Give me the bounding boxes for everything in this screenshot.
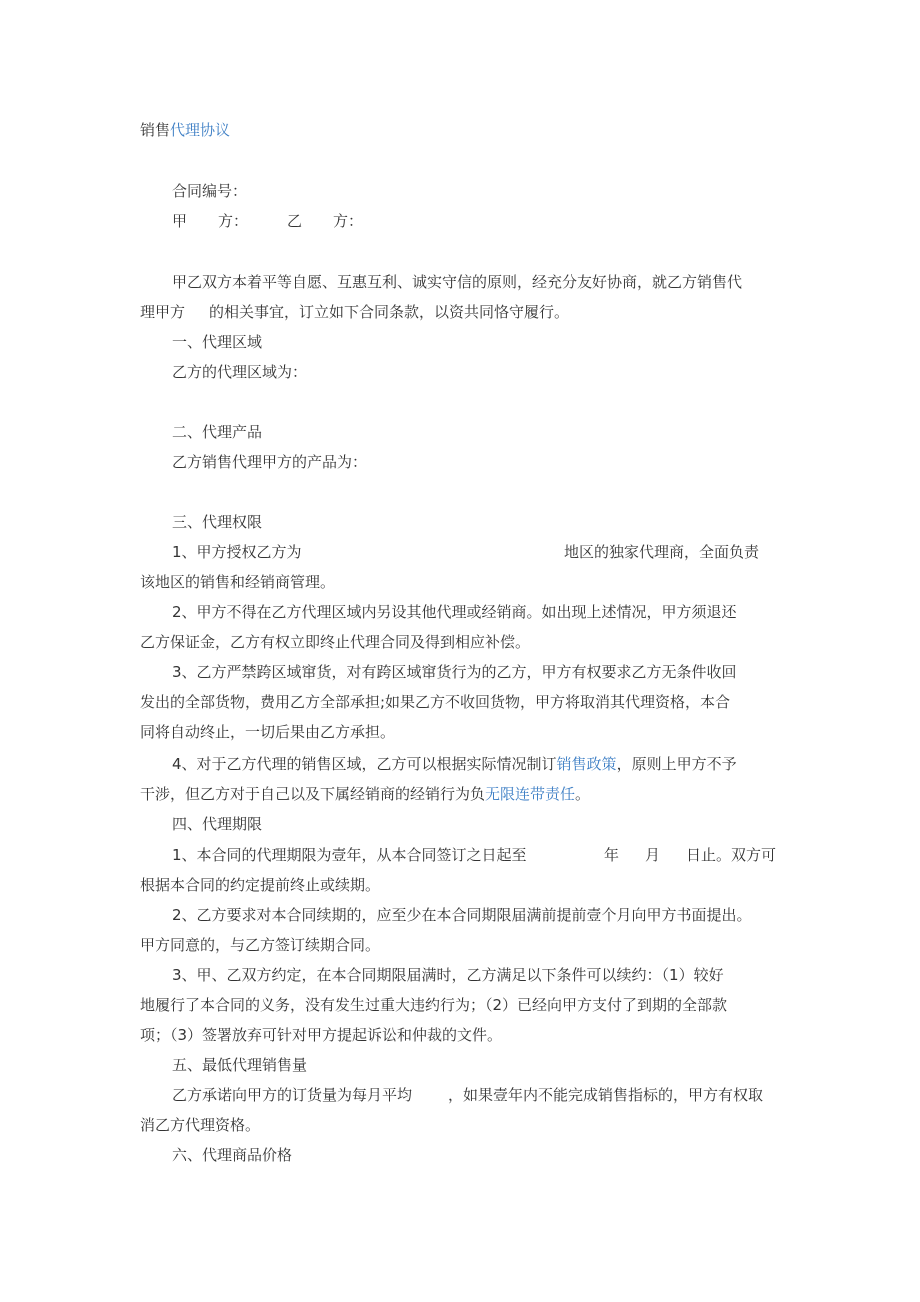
party-b-label: 乙 <box>287 212 303 230</box>
section-2-text: 乙方销售代理甲方的产品为： <box>172 453 368 471</box>
section-4-clause-2-a: 2、乙方要求对本合同续期的，应至少在本合同期限届满前提前壹个月向甲方书面提出。 <box>172 906 752 924</box>
section-4-month: 月 <box>645 846 661 864</box>
section-3-clause-2-b: 乙方保证金，乙方有权立即终止代理合同及得到相应补偿。 <box>140 633 531 651</box>
section-3-clause-3-a: 3、乙方严禁跨区域窜货，对有跨区域窜货行为的乙方，甲方有权要求乙方无条件收回 <box>172 663 737 681</box>
party-a-label: 甲 <box>172 212 188 230</box>
section-5-heading: 五、最低代理销售量 <box>172 1056 308 1074</box>
section-4-year: 年 <box>604 846 620 864</box>
intro-line-2 <box>140 302 569 322</box>
section-4-clause-3-a: 3、甲、乙双方约定，在本合同期限届满时，乙方满足以下条件可以续约：（1）较好 <box>172 966 724 984</box>
clause-4-text-c: 干涉，但乙方对于自己以及下属经销商的经销行为负 <box>140 785 486 803</box>
section-3-clause-3-b: 发出的全部货物，费用乙方全部承担;如果乙方不收回货物，甲方将取消其代理资格，本合 <box>140 693 731 711</box>
party-a-colon: 方： <box>218 212 249 230</box>
section-3-clause-2-a: 2、甲方不得在乙方代理区域内另设其他代理或经销商。如出现上述情况，甲方须退还 <box>172 603 737 621</box>
section-2-heading: 二、代理产品 <box>172 423 263 441</box>
section-6-heading: 六、代理商品价格 <box>172 1146 293 1164</box>
section-3-heading: 三、代理权限 <box>172 513 263 531</box>
clause-4-text-b: ，原则上甲方不予 <box>616 755 737 773</box>
section-4-clause-1-b: 日止。双方可 <box>686 846 777 864</box>
intro-line-1: 甲乙双方本着平等自愿、互惠互利、诚实守信的原则，经充分友好协商，就乙方销售代 <box>172 273 743 291</box>
clause-4-text-a: 4、对于乙方代理的销售区域，乙方可以根据实际情况制订 <box>172 755 557 773</box>
document-title <box>140 120 230 140</box>
section-4-clause-1-a: 1、本合同的代理期限为壹年，从本合同签订之日起至 <box>172 846 527 864</box>
section-5-text-a: 乙方承诺向甲方的订货量为每月平均 <box>172 1086 413 1104</box>
section-4-clause-3-c: 项；（3）签署放弃可针对甲方提起诉讼和仲裁的文件。 <box>140 1026 503 1044</box>
section-3-clause-1-c: 该地区的销售和经销商管理。 <box>140 573 336 591</box>
section-4-clause-3-b: 地履行了本合同的义务，没有发生过重大违约行为；（2）已经向甲方支付了到期的全部款 <box>140 996 728 1014</box>
section-5-text-b: ，如果壹年内不能完成销售指标的，甲方有权取 <box>448 1086 764 1104</box>
intro-party-a: 理甲方 <box>140 303 186 321</box>
party-b-colon: 方： <box>333 212 364 230</box>
section-3-clause-4-line-1 <box>172 754 737 774</box>
section-4-clause-2-b: 甲方同意的，与乙方签订续期合同。 <box>140 936 381 954</box>
contract-number-label: 合同编号： <box>172 182 248 200</box>
section-3-clause-4-line-2 <box>140 784 590 804</box>
clause-4-text-d: 。 <box>575 785 591 803</box>
section-4-heading: 四、代理期限 <box>172 815 263 833</box>
link-unlimited-liability[interactable]: 无限连带责任 <box>485 785 576 803</box>
section-3-clause-1-b: 地区的独家代理商，全面负责 <box>564 543 760 561</box>
section-3-clause-3-c: 同将自动终止，一切后果由乙方承担。 <box>140 723 396 741</box>
section-5-text-c: 消乙方代理资格。 <box>140 1116 261 1134</box>
title-prefix: 销售 <box>140 121 171 139</box>
section-4-clause-1-c: 根据本合同的约定提前终止或续期。 <box>140 876 381 894</box>
link-sales-policy[interactable]: 销售政策 <box>556 755 617 773</box>
section-3-clause-1-a: 1、甲方授权乙方为 <box>172 543 302 561</box>
section-1-heading: 一、代理区域 <box>172 333 263 351</box>
section-1-text: 乙方的代理区域为： <box>172 363 308 381</box>
intro-rest: 的相关事宜，订立如下合同条款，以资共同恪守履行。 <box>209 303 570 321</box>
title-link-agency-agreement[interactable]: 代理协议 <box>170 121 231 139</box>
